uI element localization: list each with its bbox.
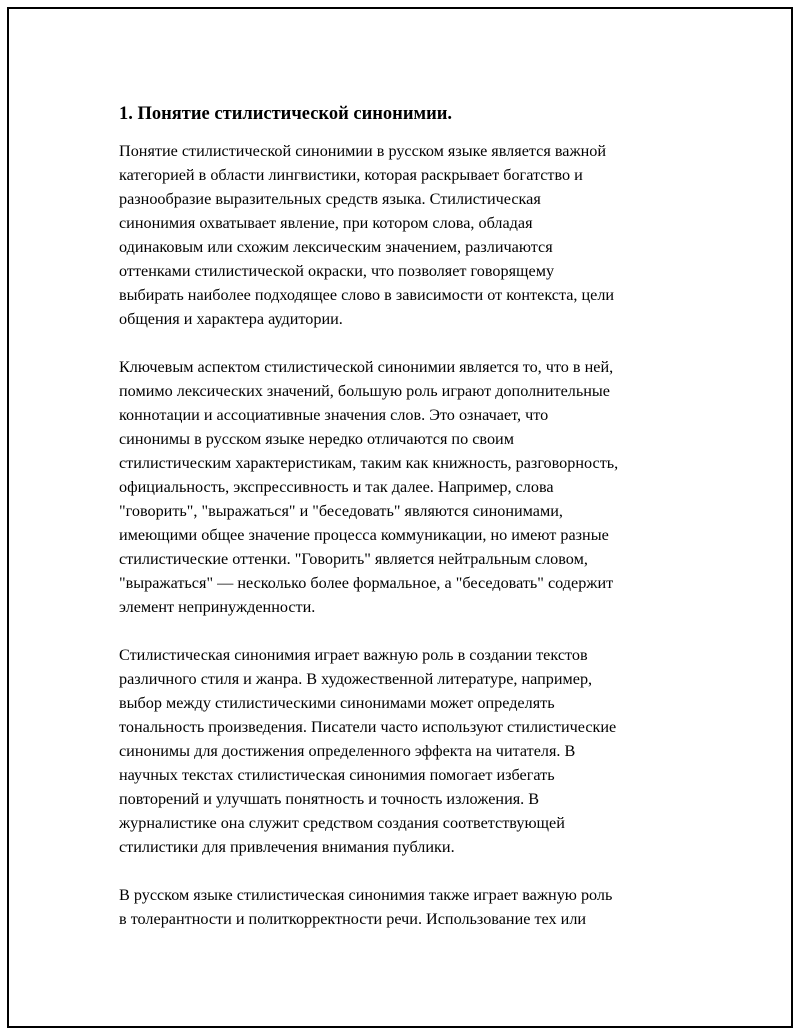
text-line: общения и характера аудитории. [119, 310, 343, 328]
text-line: имеющими общее значение процесса коммуникации, но имеют разные [119, 526, 609, 544]
text-line: тональность произведения. Писатели часто используют стилистические [119, 718, 617, 736]
text-line: В русском языке стилистическая синонимия также играет важную роль [119, 886, 613, 904]
document-body [119, 101, 699, 955]
text-line: Стилистическая синонимия играет важную роль в создании текстов [119, 646, 588, 664]
text-line: различного стиля и жанра. В художественной литературе, например, [119, 670, 593, 688]
text-line: "выражаться" — несколько более формальное, а "беседовать" содержит [119, 574, 614, 592]
text-line: помимо лексических значений, большую роль играют дополнительные [119, 382, 610, 400]
text-line: журналистике она служит средством создания соответствующей [119, 814, 565, 832]
text-line: стилистические оттенки. "Говорить" является нейтральным словом, [119, 550, 588, 568]
text-line: повторений и улучшать понятность и точность изложения. В [119, 790, 540, 808]
text-line: в толерантности и политкорректности речи. Использование тех или [119, 910, 587, 928]
text-line: элемент непринужденности. [119, 598, 316, 616]
text-line: выбор между стилистическими синонимами может определять [119, 694, 555, 712]
text-line: выбирать наиболее подходящее слово в зависимости от контекста, цели [119, 286, 615, 304]
text-line: коннотации и ассоциативные значения слов. Это означает, что [119, 406, 549, 424]
text-line: научных текстах стилистическая синонимия помогает избегать [119, 766, 555, 784]
text-line: Понятие стилистической синонимии в русском языке является важной [119, 142, 607, 160]
text-line: стилистики для привлечения внимания публики. [119, 838, 455, 856]
text-line: "говорить", "выражаться" и "беседовать" являются синонимами, [119, 502, 563, 520]
text-line: Ключевым аспектом стилистической синонимии является то, что в ней, [119, 358, 614, 376]
text-line: одинаковым или схожим лексическим значением, различаются [119, 238, 553, 256]
text-line: оттенками стилистической окраски, что позволяет говорящему [119, 262, 555, 280]
text-line: синонимы для достижения определенного эффекта на читателя. В [119, 742, 576, 760]
text-line: разнообразие выразительных средств языка. Стилистическая [119, 190, 541, 208]
paragraph-2 [119, 355, 699, 619]
page-frame [7, 7, 793, 1028]
text-line: официальность, экспрессивность и так далее. Например, слова [119, 478, 554, 496]
paragraph-1 [119, 139, 699, 331]
paragraph-4 [119, 883, 699, 931]
text-line: синонимы в русском языке нередко отличаются по своим [119, 430, 514, 448]
paragraph-3 [119, 643, 699, 859]
section-heading: 1. Понятие стилистической синонимии. [119, 104, 453, 124]
text-line: стилистическим характеристикам, таким как книжность, разговорность, [119, 454, 619, 472]
text-line: категорией в области лингвистики, которая раскрывает богатство и [119, 166, 583, 184]
text-line: синонимия охватывает явление, при котором слова, обладая [119, 214, 533, 232]
